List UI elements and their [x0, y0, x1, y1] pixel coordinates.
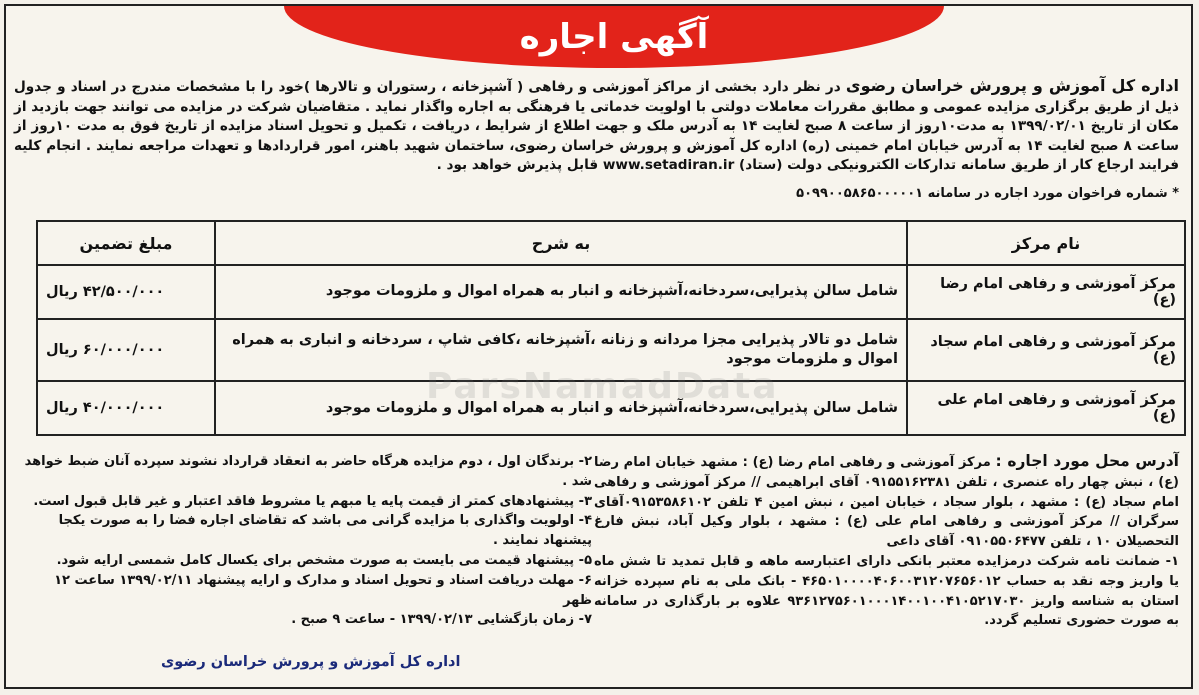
term-item: ۲- برندگان اول ، دوم مزایده هرگاه حاضر به انعقاد قرارداد نشوند سپرده آنان ضبط خواهد شد . — [24, 454, 592, 489]
intro-text: در نظر دارد بخشی از مراکز آموزشی و رفاهی ( آشپزخانه ، رستوران و تالارها )خود را با مشخصات مندرج در اسناد و جدول ذیل از طریق برگزاری مزایده عمومی و مطابق مقررات معاملات دولتی با اولویت خدماتی یا فرهنگی به اجاره واگذار نماید . متقاضیان شرکت در مزایده می توانند جهت بازدید از مکان از تاریخ ۱۳۹۹/۰۲/۰۱ به مدت۱۰روز از ساعت ۸ صبح لغایت ۱۴ به آدرس ملک و جهت اطلاع از شرایط ، دریافت ، تکمیل و تحویل اسناد مزایده از تاریخ فوق به مدت ۱۰روز از ساعت ۸ صبح لغایت ۱۴ به آدرس خیابان امام خمینی (ره) اداره کل آموزش و پرورش خراسان رضوی، ساختمان شهید باهنر، امور قراردادها و تعهدات مراجعه نمایند . انجام کلیه فرایند ارجاع کار از طریق سامانه تدارکات الکترونیکی دولت (ستاد) www.setadiran.ir قابل پذیرش خواهد بود . — [14, 79, 1179, 174]
ad-frame — [4, 4, 1193, 689]
row-name: مرکز آموزشی و رفاهی امام سجاد (ع) — [907, 319, 1185, 381]
term-item: ۳- پیشنهادهای کمتر از قیمت پایه یا مبهم یا مشروط فاقد اعتبار و غیر قابل قبول است. — [33, 493, 592, 509]
row-desc: شامل دو تالار پذیرایی مجزا مردانه و زنانه ،آشپزخانه ،کافی شاپ ، سردخانه و انباری به همراه اموال و ملزومات موجود — [215, 319, 907, 381]
row-price: ۶۰/۰۰۰/۰۰۰ ریال — [37, 319, 215, 381]
signature: اداره کل آموزش و پرورش خراسان رضوی — [161, 654, 461, 670]
watermark: ParsNamadData — [426, 366, 779, 407]
row-name: مرکز آموزشی و رفاهی امام علی (ع) — [907, 381, 1185, 435]
address-text: مرکز آموزشی و رفاهی امام رضا (ع) : مشهد خیابان امام رضا (ع) ، نبش چهار راه عنصری ، تلفن ۰۹۱۵۵۱۶۲۳۸۱ آقای ابراهیمی // مرکز آموزشی و رفاهی امام سجاد (ع) : مشهد ، بلوار سجاد ، خیابان امین ، نبش امین ۴ تلفن ۰۹۱۵۳۵۸۶۱۰۲آقای سرگران // مرکز آموزشی و رفاهی امام علی (ع) : مشهد ، بلوار وکیل آباد، نبش فارغ التحصیلان ۱۰ ، تلفن ۰۹۱۰۵۵۰۶۴۷۷ آقای داعی — [594, 455, 1179, 550]
table-header-row — [37, 221, 1185, 265]
term-item: ۶- مهلت دریافت اسناد و تحویل اسناد و مدارک و ارایه پیشنهاد ۱۳۹۹/۰۲/۱۱ ساعت ۱۲ ظهر — [54, 572, 592, 608]
row-desc: شامل سالن پذیرایی،سردخانه،آشپزخانه و انبار به همراه اموال و ملزومات موجود — [215, 265, 907, 319]
header-price: مبلغ تضمین — [37, 221, 215, 265]
ad-title: آگهی اجاره — [519, 17, 709, 57]
terms-list — [22, 452, 592, 630]
intro-org: اداره کل آموزش و پرورش خراسان رضوی — [845, 76, 1179, 95]
row-desc: شامل سالن پذیرایی،سردخانه،آشپزخانه و انبار به همراه اموال و ملزومات موجود — [215, 381, 907, 435]
tender-number-note: * شماره فراخوان مورد اجاره در سامانه ۵۰۹۹۰۰۵۸۶۵۰۰۰۰۰۱ — [796, 186, 1179, 201]
title-banner — [284, 6, 944, 68]
term-item: ۵- پیشنهاد قیمت می بایست به صورت مشخص برای یکسال کامل شمسی ارایه شود. — [56, 552, 592, 568]
term-item-1: ۱- ضمانت نامه شرکت درمزایده معتبر بانکی دارای اعتبارسه ماهه و قابل تمدید تا شش ماه یا واریز وجه نقد به حساب ۴۶۵۰۱۰۰۰۰۴۰۶۰۰۳۱۲۰۷۶۵۶۰۱۲ - بانک ملی به نام سپرده خزانه استان به شناسه واریز ۹۳۶۱۲۷۵۶۰۱۰۰۰۱۴۰۰۱۰۰۴۱۰۵۲۱۷۰۳۰ علاوه بر بارگذاری در سامانه به صورت حضوری تسلیم گردد. — [594, 553, 1180, 629]
row-price: ۴۰/۰۰۰/۰۰۰ ریال — [37, 381, 215, 435]
row-name: مرکز آموزشی و رفاهی امام رضا (ع) — [907, 265, 1185, 319]
header-desc: به شرح — [215, 221, 907, 265]
row-price: ۴۲/۵۰۰/۰۰۰ ریال — [37, 265, 215, 319]
term-item: ۷- زمان بازگشایی ۱۳۹۹/۰۲/۱۳ - ساعت ۹ صبح . — [291, 612, 592, 628]
intro-paragraph — [14, 76, 1179, 176]
table-row — [37, 265, 1185, 319]
term-item: ۴- اولویت واگذاری با مزایده گرانی می باشد که تقاضای اجاره فضا را به صورت یکجا پیشنهاد نمایند . — [58, 513, 592, 549]
header-name: نام مرکز — [907, 221, 1185, 265]
address-heading: آدرس محل مورد اجاره : — [995, 452, 1179, 470]
address-section — [594, 452, 1179, 631]
